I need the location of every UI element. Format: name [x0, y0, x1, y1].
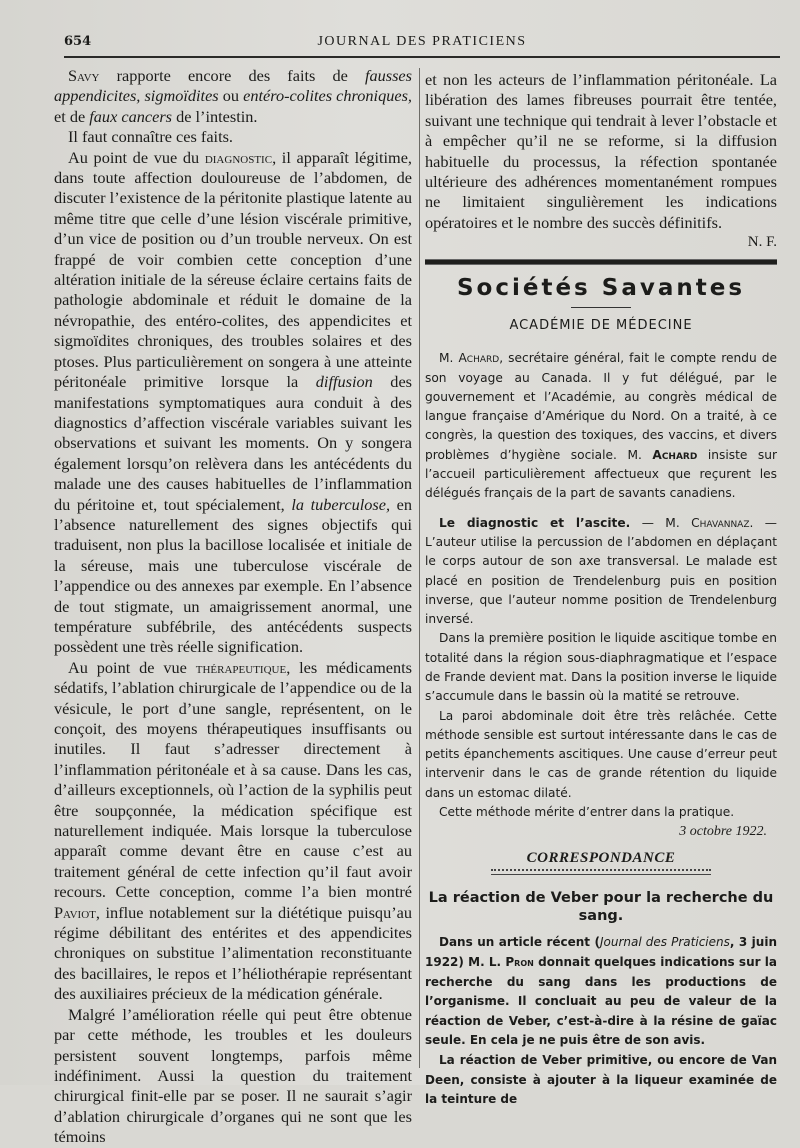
smallcaps-run: diagnostic: [204, 147, 273, 167]
academy-heading: ACADÉMIE DE MÉDECINE: [509, 318, 693, 334]
report-title: Le diagnostic et l’ascite.: [439, 515, 631, 530]
text-run: Au point de vue: [68, 657, 196, 677]
diagnostic-paragraph: [425, 514, 777, 630]
italic-run: faux cancers: [89, 106, 172, 126]
paragraph-diagnostic: [54, 148, 412, 658]
academy-report: [425, 349, 777, 503]
diagnostic-paragraph: La paroi abdominale doit être très relâchée. Cette méthode sensible est surtout intéressante dans le cas de petits épanchements ascitiques. Une cause d’erreur peut intervenir dans le cas de grande rétention du liquide dans un estomac dilaté.: [425, 708, 777, 800]
text-run: , il apparaît légitime, dans toute affection douloureuse de l’abdomen, de discuter l’existence de la péritonite plastique latente au même titre que celle d’une lésion viscérale primitive, d’un vice de position ou d’un trouble nerveux. On est frappé de voir combien cette conception d’une altération initiale de la séreuse éclaire certains faits de pathologie abdominale et réduit le domaine de la névropathie, des entéro-colites, des appendicites et sigmoïdites chroniques, des troubles solaires et des ptoses. Plus particulièrement on songera à une atteinte péritonéale primitive lorsque la: [54, 147, 413, 392]
intro-continuation: [425, 70, 777, 233]
italic-run: Journal des Praticiens: [599, 935, 730, 950]
smallcaps-run: Achard: [458, 351, 500, 366]
text-run: , 3 juin 1922) M. L.: [425, 935, 777, 969]
smallcaps-run: Chavannaz: [691, 515, 750, 530]
correspondance-heading: CORRESPONDANCE: [526, 850, 676, 867]
section-rule: [425, 259, 777, 265]
text-run: des manifestations symptomatiques aura conduit à des diagnostics d’affection viscérale variables suivant les observations et suivant les moments. On y songera également lorsqu’on relèvera dans les antécédents du malade une des causes habituelles de l’inflammation du péritoine et, tout spécialement,: [54, 372, 413, 514]
text-run: rapporte encore des faits de: [99, 66, 365, 85]
text-run: , influe notablement sur la diététique puisqu’au régime débilitant des entérites et des appendicites chroniques on substitue l’alimentation reconstituante des bacillaires, le repos et l’héliothérapie représentant des auxiliaires précieux de la médication générale.: [54, 902, 412, 1004]
paragraph-therapeutique: [54, 658, 412, 1005]
page-number: 654: [64, 34, 92, 49]
page-header: [64, 32, 780, 58]
text-run: en l’absence naturellement des signes objectifs qui traduisent, non plus la bacillose localisée et initiale de la séreuse, mais une tuberculose viscérale de l’appendice ou des annexes par exemple. En l’absence de tout stigmate, un amaigrissement anormal, une température subfébrile, des antécédents suspects possèdent une très réelle signification.: [54, 494, 413, 657]
text-run: ou: [218, 86, 244, 106]
correspondance-paragraph: La réaction de Veber primitive, ou encore de Van Deen, consiste à ajouter à la liqueur examinée de la teinture de: [425, 1052, 777, 1107]
text-run: M.: [439, 351, 459, 366]
smallcaps-run: thérapeutique: [195, 657, 287, 677]
text-run: Dans un article récent (: [439, 935, 600, 950]
right-column: [425, 70, 777, 1110]
text-run: donnait quelques indications sur la recherche du sang dans les productions de l’organisme. Il concluait au peu de valeur de la réaction de Veber, c’est-à-dire à la résine de gaïac seule. En cela je ne puis être de son avis.: [425, 954, 778, 1048]
italic-run: entéro-colites chroniques,: [243, 86, 412, 106]
italic-run: diffusion: [315, 372, 373, 392]
text-run: Au point de vue du: [68, 147, 205, 167]
left-column: [54, 66, 412, 1148]
journal-title: JOURNAL DES PRATICIENS: [317, 34, 527, 49]
title-underline: [571, 307, 631, 308]
article-title: La réaction de Veber pour la recherche du sang.: [428, 890, 774, 925]
text-run: — M.: [630, 515, 692, 530]
smallcaps-run: Paviot: [54, 902, 96, 922]
dotted-rule: [491, 869, 711, 875]
text-run: . — L’auteur utilise la percussion de l’abdomen en déplaçant le corps autour de son axe transversal. Le malade est placé en position de Trendelenburg puis en position inverse, que l’auteur nomme position de Trendelenburg inversé.: [425, 515, 777, 627]
italic-run: fausses appendicites, sigmoïdites: [54, 66, 412, 106]
correspondance-body: [425, 933, 777, 1109]
italic-run: la tuberculose,: [291, 494, 391, 514]
column-divider: [419, 68, 420, 1068]
paragraph-chirurgical: Malgré l’amélioration réelle qui peut être obtenue par cette méthode, les troubles et les douleurs persistent souvent longtemps, parfois même indéfiniment. Aussi la question du traitement chirurgical finit-elle par se poser. Il ne saurait s’agir d’ablation chirurgicale d’organes qui ne sont que les témoins: [54, 1004, 412, 1147]
diagnostic-report: [425, 514, 777, 823]
section-title: Sociétés Savantes: [456, 275, 746, 302]
diagnostic-paragraph: Cette méthode mérite d’entrer dans la pratique.: [439, 805, 735, 820]
text-run: insiste sur l’accueil particulièrement affectueux que reçurent les délégués français de la part de savants canadiens.: [425, 447, 777, 501]
text-run: et de: [54, 106, 90, 126]
text-run: , secrétaire général, fait le compte rendu de son voyage au Canada. Il y fut délégué, par le gouvernement et l’Académie, au congrès médical de langue française d’Amérique du Nord. On a traité, à ce congrès, la question des toxiques, des vaccins, et divers problèmes d’hygiène sociale. M.: [425, 351, 777, 462]
report-date: 3 octobre 1922.: [679, 824, 767, 840]
paragraph-short: Il faut connaître ces faits.: [68, 127, 233, 147]
article-signature: N. F.: [747, 234, 777, 251]
paragraph-savy: [54, 66, 412, 127]
smallcaps-run: Pron: [505, 954, 534, 969]
text-run: de l’intestin.: [172, 106, 258, 126]
correspondance-paragraph: [425, 933, 777, 1051]
academy-paragraph: [425, 349, 777, 503]
author-name: Savy: [68, 66, 100, 85]
text-run: , les médicaments sédatifs, l’ablation chirurgicale de l’appendice ou de la vésicule, le port d’une sangle, représentent, on le conçoit, des moyens thérapeutiques insuffisants ou inutiles. Il faut s’adresser directement à l’inflammation péritonéale et à sa cause. Dans les cas, d’ailleurs exceptionnels, où l’action de la syphilis peut être soupçonnée, la médication spécifique est naturellement indiquée. Mais lorsque la tuberculose apparaît comme devant être en cause c’est au traitement général de cette infection qu’il faut avoir recours. Cette conception, comme l’a bien montré: [54, 657, 412, 902]
smallcaps-run: Achard: [652, 447, 698, 462]
diagnostic-paragraph: Dans la première position le liquide ascitique tombe en totalité dans la région sous-diaphragmatique et l’espace de Frande devient mat. Dans la position inverse le liquide s’accumule dans le bassin où la matité se retrouve.: [425, 631, 777, 704]
intro-paragraph: et non les acteurs de l’inflammation péritonéale. La libération des lames fibreuses pourrait être tentée, suivant une technique qui tendrait à lever l’obstacle et à empêcher qu’il ne se reforme, si la diffusion habituelle du processus, la réfection spontanée ultérieure des adhérences momentanément rompues ne limitaient singulièrement les indications opératoires et le nombre des succès définitifs.: [425, 70, 777, 232]
